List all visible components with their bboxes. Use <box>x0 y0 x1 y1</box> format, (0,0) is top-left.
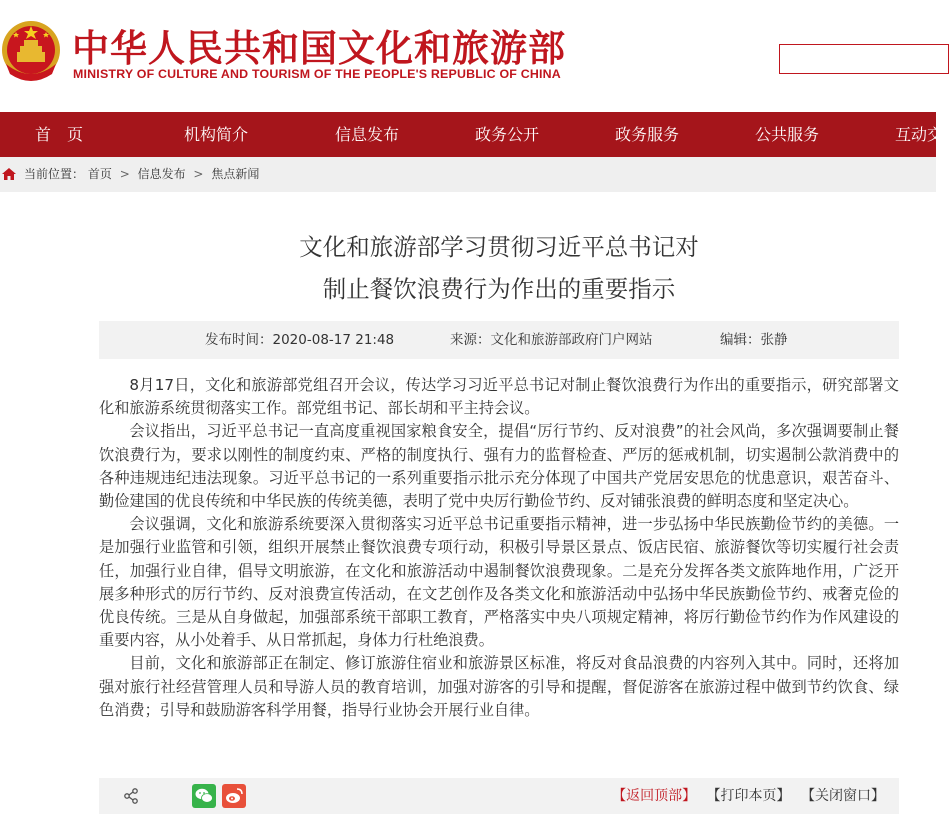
article-source: 来源：文化和旅游部政府门户网站 <box>450 332 653 348</box>
search-input[interactable] <box>779 44 949 74</box>
weibo-icon[interactable] <box>222 784 246 808</box>
site-header <box>0 0 936 112</box>
footer-links <box>606 778 885 814</box>
share-icon[interactable] <box>123 788 139 804</box>
article-editor: 编辑：张静 <box>720 332 788 348</box>
site-title[interactable]: 中华人民共和国文化和旅游部 <box>72 27 566 70</box>
breadcrumb-link-focus[interactable]: 焦点新闻 <box>211 167 260 181</box>
nav-item-interaction[interactable]: 互动交 <box>895 125 944 144</box>
breadcrumb <box>0 157 936 192</box>
article-meta <box>99 321 899 359</box>
back-to-top-link[interactable]: 【返回顶部】 <box>612 788 697 804</box>
home-icon <box>2 168 16 180</box>
article-title-line1: 文化和旅游部学习贯彻习近平总书记对 <box>299 233 699 261</box>
close-window-link[interactable]: 【关闭窗口】 <box>801 788 885 804</box>
breadcrumb-separator: > <box>193 167 204 181</box>
nav-item-news[interactable]: 信息发布 <box>335 125 400 144</box>
main-nav <box>0 112 944 157</box>
breadcrumb-separator: > <box>119 167 130 181</box>
article-footer-bar <box>99 778 899 814</box>
nav-item-about[interactable]: 机构简介 <box>184 125 249 144</box>
nav-item-public-services[interactable]: 公共服务 <box>755 125 820 144</box>
nav-item-home[interactable]: 首 页 <box>35 125 84 144</box>
article-paragraph: 8月17日，文化和旅游部党组召开会议，传达学习习近平总书记对制止餐饮浪费行为作出的重要指示，研究部署文化和旅游系统贯彻落实工作。部党组书记、部长胡和平主持会议。 <box>99 376 899 418</box>
national-emblem-icon[interactable] <box>0 18 62 84</box>
nav-item-gov-affairs[interactable]: 政务公开 <box>475 125 540 144</box>
article-paragraph: 目前，文化和旅游部正在制定、修订旅游住宿业和旅游景区标准，将反对食品浪费的内容列入其中。同时，还将加强对旅行社经营管理人员和导游人员的教育培训，加强对游客的引导和提醒，督促游客在旅游过程中做到节约饮食、绿色消费；引导和鼓励游客科学用餐，指导行业协会开展行业自律。 <box>99 654 899 719</box>
publish-date: 发布时间：2020-08-17 21:48 <box>205 332 395 348</box>
article-title-line2: 制止餐饮浪费行为作出的重要指示 <box>322 275 676 303</box>
article-paragraph: 会议强调，文化和旅游系统要深入贯彻落实习近平总书记重要指示精神，进一步弘扬中华民族勤俭节约的美德。一是加强行业监管和引领，组织开展禁止餐饮浪费专项行动，积极引导景区景点、饭店民宿、旅游餐饮等切实履行社会责任，加强行业自律，倡导文明旅游，在文化和旅游活动中遏制餐饮浪费现象。二是充分发挥各类文旅阵地作用，广泛开展多种形式的厉行节约、反对浪费宣传活动，在文艺创作及各类文化和旅游活动中弘扬中华民族勤俭节约、戒奢克俭的优良传统。三是从自身做起，加强部系统干部职工教育，严格落实中央八项规定精神，将厉行勤俭节约作为作风建设的重要内容，从小处着手、从日常抓起，身体力行杜绝浪费。 <box>99 515 899 650</box>
breadcrumb-link-home[interactable]: 首页 <box>87 167 112 181</box>
article-paragraph: 会议指出，习近平总书记一直高度重视国家粮食安全，提倡“厉行节约、反对浪费”的社会风尚，多次强调要制止餐饮浪费行为，要求以刚性的制度约束、严格的制度执行、强有力的监督检查、严厉的惩戒机制，切实遏制公款消费中的各种违规违纪违法现象。习近平总书记的一系列重要指示批示充分体现了中国共产党居安思危的忧患意识，艰苦奋斗、勤俭建国的优良传统和中华民族的传统美德，表明了党中央厉行勤俭节约、反对铺张浪费的鲜明态度和坚定决心。 <box>99 422 899 511</box>
site-subtitle-en: MINISTRY OF CULTURE AND TOURISM OF THE PEOPLE'S REPUBLIC OF CHINA <box>73 67 561 81</box>
article-title <box>98 226 900 310</box>
breadcrumb-link-news[interactable]: 信息发布 <box>137 167 186 181</box>
nav-item-gov-services[interactable]: 政务服务 <box>615 125 680 144</box>
breadcrumb-prefix: 当前位置： <box>24 167 85 181</box>
print-page-link[interactable]: 【打印本页】 <box>706 788 791 804</box>
wechat-icon[interactable] <box>192 784 216 808</box>
article-body <box>99 374 899 722</box>
breadcrumb-text <box>24 157 259 192</box>
